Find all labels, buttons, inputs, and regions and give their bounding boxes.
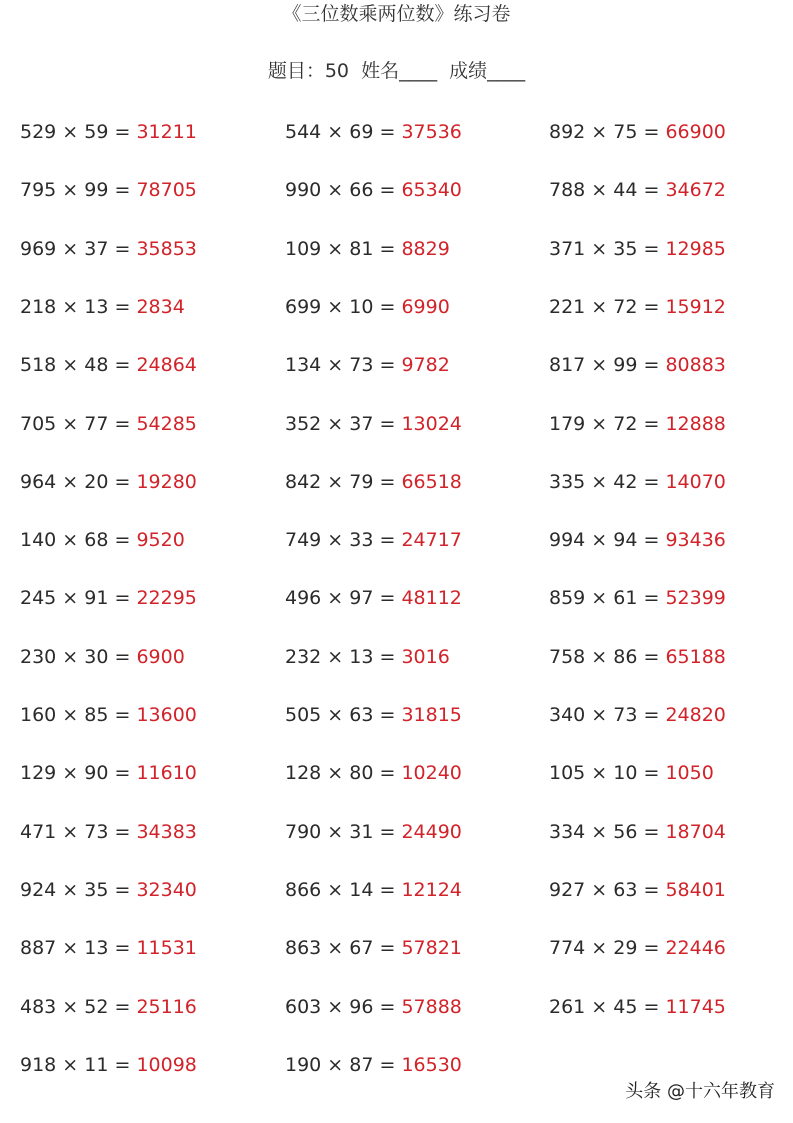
page-title: 《三位数乘两位数》练习卷 bbox=[282, 3, 511, 25]
problem-item bbox=[549, 412, 726, 436]
problem-answer: 14070 bbox=[665, 471, 726, 493]
problem-equation: 790 × 31 = bbox=[285, 821, 402, 843]
problem-equation: 352 × 37 = bbox=[285, 413, 402, 435]
problem-item bbox=[285, 703, 462, 727]
problem-equation: 705 × 77 = bbox=[20, 413, 137, 435]
problem-item bbox=[20, 470, 197, 494]
problem-equation: 129 × 90 = bbox=[20, 762, 137, 784]
problem-answer: 57821 bbox=[401, 937, 462, 959]
problem-answer: 31815 bbox=[401, 704, 462, 726]
problem-answer: 37536 bbox=[401, 121, 462, 143]
problem-equation: 335 × 42 = bbox=[549, 471, 666, 493]
problem-answer: 24717 bbox=[401, 529, 462, 551]
problem-item bbox=[285, 878, 462, 902]
problem-equation: 927 × 63 = bbox=[549, 879, 666, 901]
problem-item bbox=[549, 645, 726, 669]
problem-item bbox=[549, 178, 726, 202]
problem-equation: 892 × 75 = bbox=[549, 121, 666, 143]
problem-item bbox=[20, 412, 197, 436]
problem-answer: 66900 bbox=[665, 121, 726, 143]
problem-equation: 245 × 91 = bbox=[20, 587, 137, 609]
problem-answer: 19280 bbox=[136, 471, 197, 493]
problem-equation: 964 × 20 = bbox=[20, 471, 137, 493]
problem-answer: 65340 bbox=[401, 179, 462, 201]
problem-answer: 2834 bbox=[136, 296, 185, 318]
problem-answer: 34383 bbox=[136, 821, 197, 843]
problem-item bbox=[20, 936, 197, 960]
problem-item bbox=[20, 761, 197, 785]
problem-answer: 24820 bbox=[665, 704, 726, 726]
problem-equation: 749 × 33 = bbox=[285, 529, 402, 551]
watermark bbox=[625, 1080, 775, 1104]
problem-item bbox=[20, 995, 197, 1019]
problem-equation: 471 × 73 = bbox=[20, 821, 137, 843]
problem-answer: 1050 bbox=[665, 762, 714, 784]
problem-answer: 13600 bbox=[136, 704, 197, 726]
problem-equation: 109 × 81 = bbox=[285, 238, 402, 260]
watermark-text: 头条 @十六年教育 bbox=[625, 1081, 775, 1102]
problem-answer: 80883 bbox=[665, 354, 726, 376]
problem-item bbox=[549, 353, 726, 377]
problem-answer: 10098 bbox=[136, 1054, 197, 1076]
problem-item bbox=[20, 120, 197, 144]
problem-answer: 31211 bbox=[136, 121, 197, 143]
problem-item bbox=[285, 761, 462, 785]
problem-equation: 795 × 99 = bbox=[20, 179, 137, 201]
problem-equation: 505 × 63 = bbox=[285, 704, 402, 726]
problem-answer: 15912 bbox=[665, 296, 726, 318]
problem-answer: 24490 bbox=[401, 821, 462, 843]
problem-answer: 9782 bbox=[401, 354, 450, 376]
problem-item bbox=[285, 995, 462, 1019]
problem-equation: 817 × 99 = bbox=[549, 354, 666, 376]
problem-item bbox=[285, 1053, 462, 1077]
problem-item bbox=[20, 820, 197, 844]
problem-answer: 54285 bbox=[136, 413, 197, 435]
problem-item bbox=[549, 936, 726, 960]
problem-equation: 994 × 94 = bbox=[549, 529, 666, 551]
problem-equation: 179 × 72 = bbox=[549, 413, 666, 435]
problem-item bbox=[20, 1053, 197, 1077]
problem-equation: 221 × 72 = bbox=[549, 296, 666, 318]
problem-item bbox=[549, 528, 726, 552]
problem-equation: 842 × 79 = bbox=[285, 471, 402, 493]
problem-answer: 6990 bbox=[401, 296, 450, 318]
worksheet-info: 题目：50 姓名____ 成绩____ bbox=[267, 60, 526, 82]
problem-item bbox=[549, 470, 726, 494]
problem-item bbox=[285, 237, 450, 261]
problem-answer: 11610 bbox=[136, 762, 197, 784]
problem-equation: 483 × 52 = bbox=[20, 996, 137, 1018]
problem-item bbox=[549, 586, 726, 610]
problem-item bbox=[549, 761, 714, 785]
problem-item bbox=[285, 353, 450, 377]
problem-answer: 8829 bbox=[401, 238, 450, 260]
problem-equation: 699 × 10 = bbox=[285, 296, 402, 318]
problem-equation: 261 × 45 = bbox=[549, 996, 666, 1018]
problem-item bbox=[20, 178, 197, 202]
problem-item bbox=[549, 703, 726, 727]
problem-equation: 924 × 35 = bbox=[20, 879, 137, 901]
problem-answer: 11531 bbox=[136, 937, 197, 959]
problem-answer: 13024 bbox=[401, 413, 462, 435]
problem-equation: 230 × 30 = bbox=[20, 646, 137, 668]
problem-item bbox=[20, 645, 185, 669]
problem-equation: 529 × 59 = bbox=[20, 121, 137, 143]
problem-equation: 496 × 97 = bbox=[285, 587, 402, 609]
problem-equation: 990 × 66 = bbox=[285, 179, 402, 201]
problem-item bbox=[549, 820, 726, 844]
problem-answer: 10240 bbox=[401, 762, 462, 784]
problem-answer: 22295 bbox=[136, 587, 197, 609]
problem-equation: 544 × 69 = bbox=[285, 121, 402, 143]
problem-answer: 35853 bbox=[136, 238, 197, 260]
problem-item bbox=[20, 237, 197, 261]
problem-answer: 34672 bbox=[665, 179, 726, 201]
problem-answer: 6900 bbox=[136, 646, 185, 668]
problem-equation: 340 × 73 = bbox=[549, 704, 666, 726]
problem-answer: 65188 bbox=[665, 646, 726, 668]
problem-equation: 160 × 85 = bbox=[20, 704, 137, 726]
problem-equation: 969 × 37 = bbox=[20, 238, 137, 260]
problem-answer: 9520 bbox=[136, 529, 185, 551]
problem-equation: 218 × 13 = bbox=[20, 296, 137, 318]
problem-answer: 18704 bbox=[665, 821, 726, 843]
problem-item bbox=[20, 295, 185, 319]
problem-equation: 232 × 13 = bbox=[285, 646, 402, 668]
problem-equation: 190 × 87 = bbox=[285, 1054, 402, 1076]
problem-item bbox=[285, 528, 462, 552]
problem-item bbox=[20, 586, 197, 610]
problem-answer: 24864 bbox=[136, 354, 197, 376]
problem-answer: 93436 bbox=[665, 529, 726, 551]
problem-answer: 57888 bbox=[401, 996, 462, 1018]
problem-answer: 25116 bbox=[136, 996, 197, 1018]
problem-answer: 32340 bbox=[136, 879, 197, 901]
problem-equation: 334 × 56 = bbox=[549, 821, 666, 843]
problem-equation: 863 × 67 = bbox=[285, 937, 402, 959]
problem-answer: 48112 bbox=[401, 587, 462, 609]
problem-item bbox=[285, 295, 450, 319]
problem-equation: 603 × 96 = bbox=[285, 996, 402, 1018]
problem-answer: 16530 bbox=[401, 1054, 462, 1076]
problem-item bbox=[285, 412, 462, 436]
problem-item bbox=[549, 120, 726, 144]
problem-item bbox=[20, 703, 197, 727]
problem-answer: 12985 bbox=[665, 238, 726, 260]
problem-equation: 758 × 86 = bbox=[549, 646, 666, 668]
problem-answer: 3016 bbox=[401, 646, 450, 668]
problem-answer: 22446 bbox=[665, 937, 726, 959]
problem-item bbox=[285, 645, 450, 669]
problem-answer: 12124 bbox=[401, 879, 462, 901]
problem-equation: 774 × 29 = bbox=[549, 937, 666, 959]
problem-answer: 52399 bbox=[665, 587, 726, 609]
problem-equation: 371 × 35 = bbox=[549, 238, 666, 260]
problem-item bbox=[285, 120, 462, 144]
problem-answer: 12888 bbox=[665, 413, 726, 435]
problem-answer: 78705 bbox=[136, 179, 197, 201]
problem-item bbox=[20, 353, 197, 377]
problem-equation: 866 × 14 = bbox=[285, 879, 402, 901]
problem-item bbox=[20, 528, 185, 552]
problem-item bbox=[285, 178, 462, 202]
problem-item bbox=[549, 237, 726, 261]
problem-equation: 788 × 44 = bbox=[549, 179, 666, 201]
problem-equation: 518 × 48 = bbox=[20, 354, 137, 376]
problem-item bbox=[285, 820, 462, 844]
problem-item bbox=[285, 936, 462, 960]
problem-answer: 11745 bbox=[665, 996, 726, 1018]
problem-equation: 859 × 61 = bbox=[549, 587, 666, 609]
problem-item bbox=[549, 295, 726, 319]
problem-item bbox=[549, 878, 726, 902]
problem-item bbox=[20, 878, 197, 902]
problem-equation: 134 × 73 = bbox=[285, 354, 402, 376]
problem-item bbox=[285, 586, 462, 610]
problem-answer: 66518 bbox=[401, 471, 462, 493]
problem-item bbox=[549, 995, 726, 1019]
problem-answer: 58401 bbox=[665, 879, 726, 901]
problem-equation: 918 × 11 = bbox=[20, 1054, 137, 1076]
problem-equation: 128 × 80 = bbox=[285, 762, 402, 784]
problem-equation: 105 × 10 = bbox=[549, 762, 666, 784]
problem-equation: 140 × 68 = bbox=[20, 529, 137, 551]
problem-equation: 887 × 13 = bbox=[20, 937, 137, 959]
problem-item bbox=[285, 470, 462, 494]
